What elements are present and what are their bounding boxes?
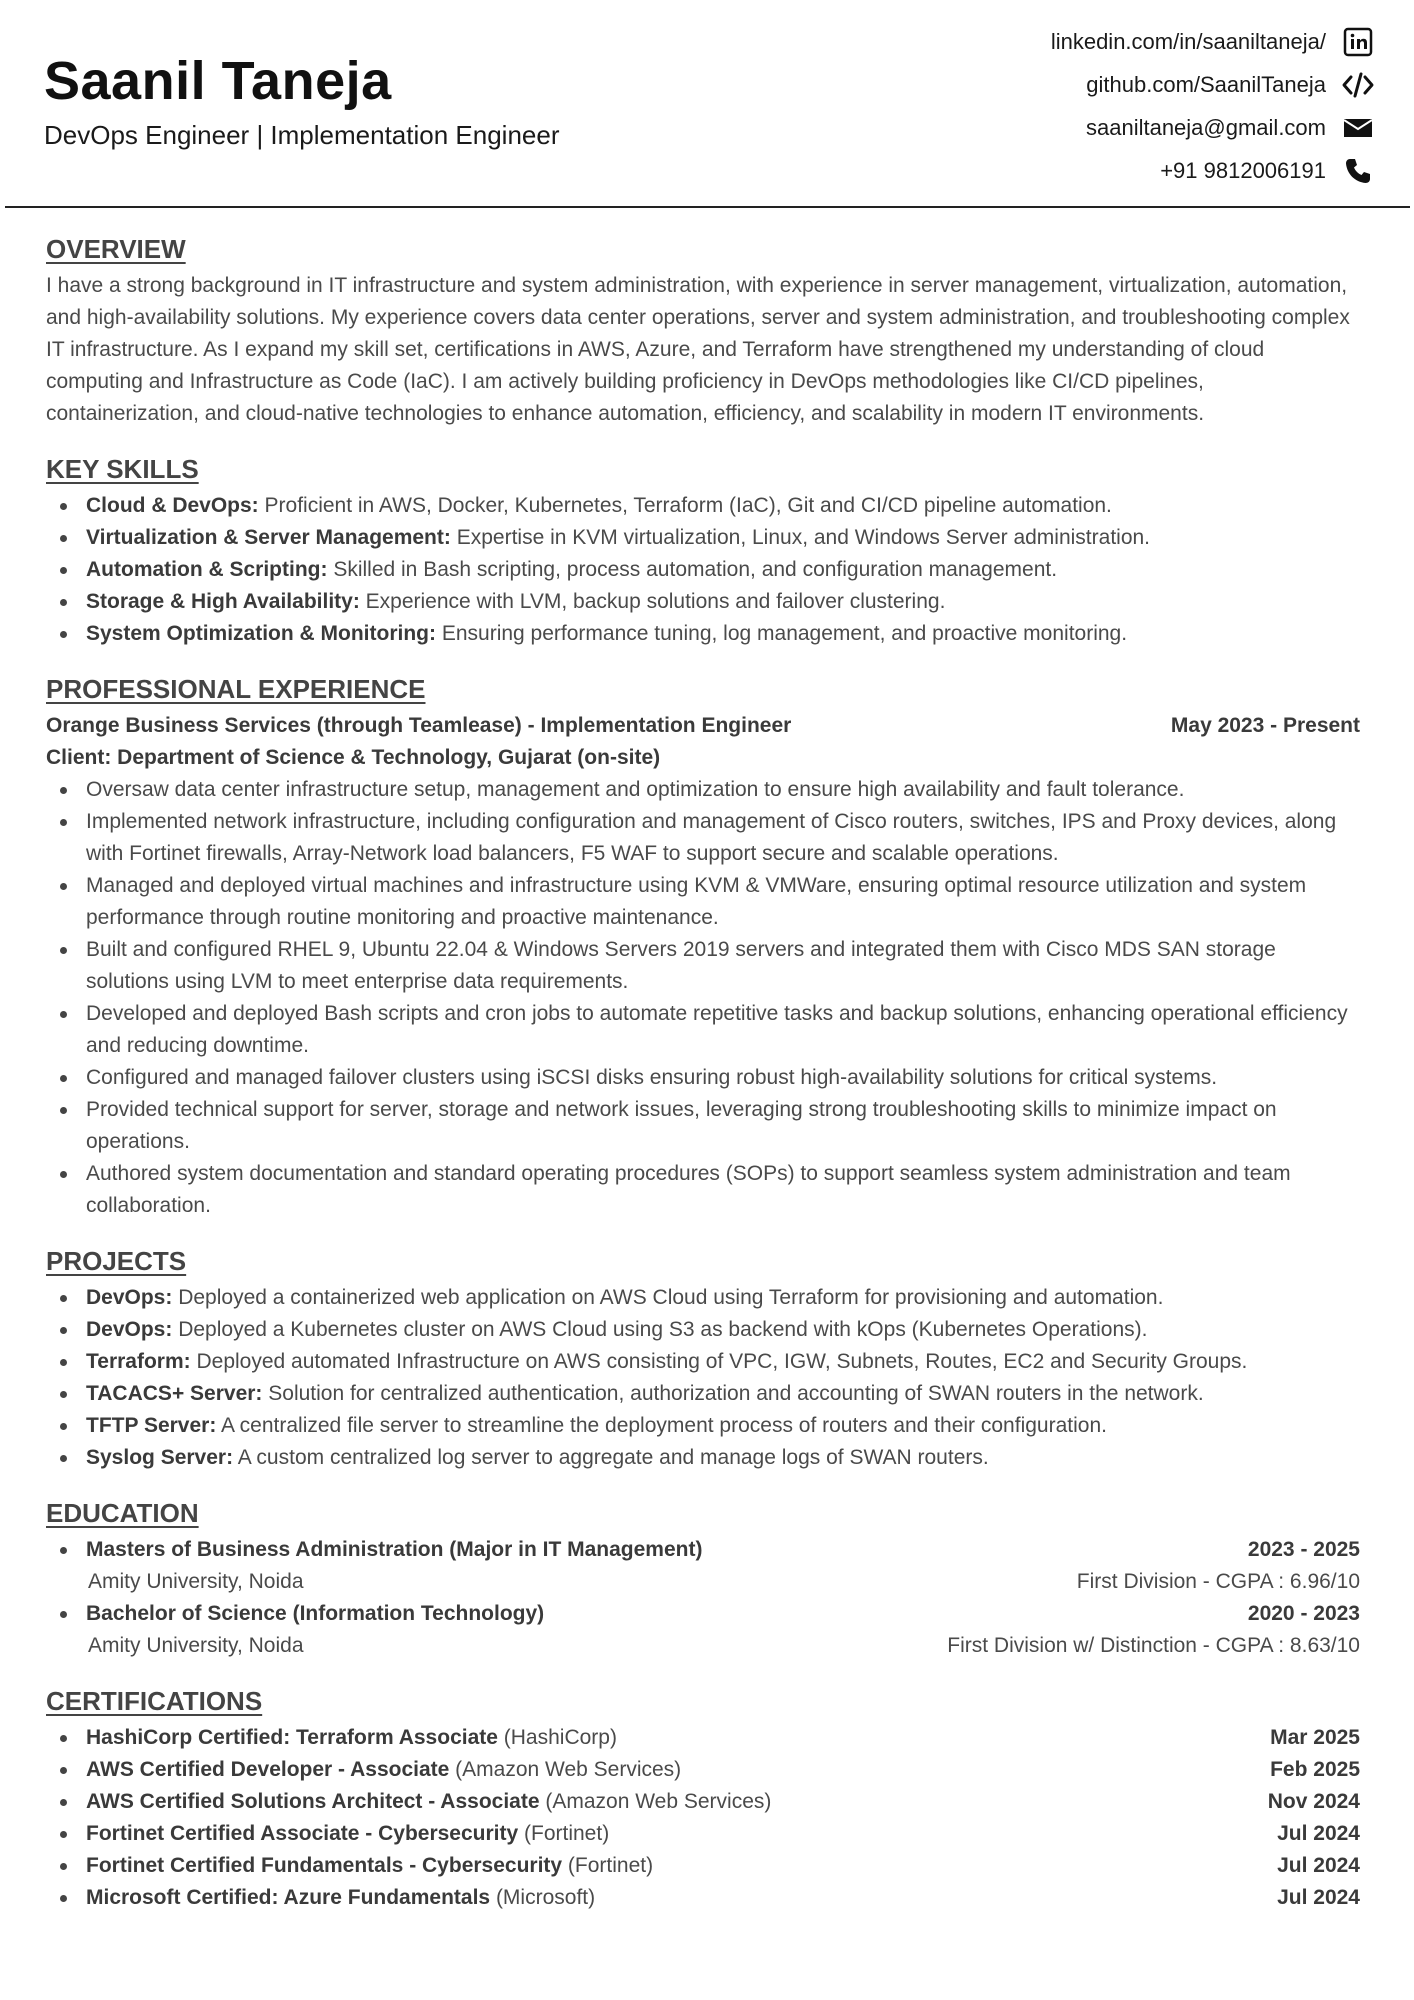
code-icon bbox=[1342, 69, 1374, 101]
list-item: Fortinet Certified Fundamentals - Cybersecurity (Fortinet) Jul 2024 bbox=[46, 1850, 1360, 1882]
header-divider bbox=[5, 206, 1410, 208]
list-item: AWS Certified Solutions Architect - Associate (Amazon Web Services) Nov 2024 bbox=[46, 1786, 1360, 1818]
list-item bbox=[46, 1534, 1360, 1598]
degree-grade: First Division w/ Distinction - CGPA : 8.63/10 bbox=[947, 1634, 1360, 1657]
list-item: Managed and deployed virtual machines and infrastructure using KVM & VMWare, ensuring optimal resource utilization and system performance through routine monitoring and proactive maintenance. bbox=[46, 870, 1360, 934]
contact-github[interactable] bbox=[774, 63, 1374, 106]
list-item: Authored system documentation and standard operating procedures (SOPs) to support seamless system administration and team collaboration. bbox=[46, 1158, 1360, 1222]
skills-section bbox=[46, 452, 1360, 650]
job-client-row bbox=[46, 742, 1360, 774]
skills-heading: KEY SKILLS bbox=[46, 454, 199, 484]
degree-years: 2023 - 2025 bbox=[1247, 1538, 1360, 1561]
list-item: HashiCorp Certified: Terraform Associate (HashiCorp) Mar 2025 bbox=[46, 1722, 1360, 1754]
list-item: DevOps: Deployed a containerized web application on AWS Cloud using Terraform for provisioning and automation. bbox=[46, 1282, 1360, 1314]
cert-date: Jul 2024 bbox=[1277, 1886, 1360, 1909]
degree-name: Masters of Business Administration (Major in IT Management) bbox=[86, 1538, 703, 1561]
cert-date: Mar 2025 bbox=[1270, 1726, 1360, 1749]
list-item: Implemented network infrastructure, including configuration and management of Cisco routers, switches, IPS and Proxy devices, along with Fortinet firewalls, Array-Network load balancers, F5 WAF to support secure and scalable operations. bbox=[46, 806, 1360, 870]
phone-icon bbox=[1342, 155, 1374, 187]
degree-name: Bachelor of Science (Information Technology) bbox=[86, 1602, 545, 1625]
list-item: Provided technical support for server, storage and network issues, leveraging strong troubleshooting skills to minimize impact on operations. bbox=[46, 1094, 1360, 1158]
list-item: Syslog Server: A custom centralized log server to aggregate and manage logs of SWAN routers. bbox=[46, 1442, 1360, 1474]
job-dates: May 2023 - Present bbox=[1170, 714, 1360, 737]
education-list bbox=[46, 1534, 1360, 1662]
resume-body bbox=[46, 232, 1360, 1936]
github-link[interactable]: github.com/SaanilTaneja bbox=[1086, 71, 1326, 97]
job-role: Orange Business Services (through Teamlease) - Implementation Engineer bbox=[46, 714, 792, 737]
experience-heading: PROFESSIONAL EXPERIENCE bbox=[46, 674, 426, 704]
certifications-section bbox=[46, 1684, 1360, 1914]
list-item: Fortinet Certified Associate - Cybersecurity (Fortinet) Jul 2024 bbox=[46, 1818, 1360, 1850]
certifications-list bbox=[46, 1722, 1360, 1914]
list-item: System Optimization & Monitoring: Ensuring performance tuning, log management, and proactive monitoring. bbox=[46, 618, 1360, 650]
experience-section bbox=[46, 672, 1360, 1222]
cert-date: Nov 2024 bbox=[1267, 1790, 1360, 1813]
list-item: TFTP Server: A centralized file server to streamline the deployment process of routers and their configuration. bbox=[46, 1410, 1360, 1442]
job-header bbox=[46, 710, 1360, 742]
resume-header bbox=[0, 0, 1414, 208]
job-client: Client: Department of Science & Technology, Gujarat (on-site) bbox=[46, 746, 661, 769]
candidate-name: Saanil Taneja bbox=[44, 51, 392, 111]
email-link[interactable]: saaniltaneja@gmail.com bbox=[1085, 114, 1326, 140]
list-item: AWS Certified Developer - Associate (Amazon Web Services) Feb 2025 bbox=[46, 1754, 1360, 1786]
projects-heading: PROJECTS bbox=[46, 1246, 187, 1276]
contact-linkedin[interactable] bbox=[774, 20, 1374, 63]
phone-number[interactable]: +91 9812006191 bbox=[1160, 157, 1326, 183]
list-item: Automation & Scripting: Skilled in Bash scripting, process automation, and configuration management. bbox=[46, 554, 1360, 586]
list-item: Configured and managed failover clusters using iSCSI disks ensuring robust high-availability solutions for critical systems. bbox=[46, 1062, 1360, 1094]
contact-list bbox=[774, 20, 1374, 192]
list-item: Oversaw data center infrastructure setup, management and optimization to ensure high availability and fault tolerance. bbox=[46, 774, 1360, 806]
linkedin-icon bbox=[1342, 26, 1374, 58]
candidate-title: DevOps Engineer | Implementation Engineer bbox=[44, 120, 560, 150]
list-item bbox=[46, 1598, 1360, 1662]
degree-years: 2020 - 2023 bbox=[1247, 1602, 1360, 1625]
list-item: Microsoft Certified: Azure Fundamentals (Microsoft) Jul 2024 bbox=[46, 1882, 1360, 1914]
overview-heading: OVERVIEW bbox=[46, 234, 186, 264]
linkedin-link[interactable]: linkedin.com/in/saaniltaneja/ bbox=[1050, 28, 1326, 54]
experience-bullets bbox=[46, 774, 1360, 1222]
list-item: Built and configured RHEL 9, Ubuntu 22.04 & Windows Servers 2019 servers and integrated them with Cisco MDS SAN storage solutions using LVM to meet enterprise data requirements. bbox=[46, 934, 1360, 998]
envelope-icon bbox=[1342, 112, 1374, 144]
overview-text: I have a strong background in IT infrastructure and system administration, with experience in server management, virtualization, automation, and high-availability solutions. My experience covers data center operations, server and system administration, and troubleshooting complex IT infrastructure. As I expand my skill set, certifications in AWS, Azure, and Terraform have strengthened my understanding of cloud computing and Infrastructure as Code (IaC). I am actively building proficiency in DevOps methodologies like CI/CD pipelines, containerization, and cloud-native technologies to enhance automation, efficiency, and scalability in modern IT environments. bbox=[46, 274, 1350, 425]
contact-phone[interactable] bbox=[774, 149, 1374, 192]
list-item: Virtualization & Server Management: Expertise in KVM virtualization, Linux, and Windows Server administration. bbox=[46, 522, 1360, 554]
degree-grade: First Division - CGPA : 6.96/10 bbox=[1076, 1570, 1360, 1593]
list-item: Storage & High Availability: Experience with LVM, backup solutions and failover clustering. bbox=[46, 586, 1360, 618]
education-heading: EDUCATION bbox=[46, 1498, 199, 1528]
school-name: Amity University, Noida bbox=[88, 1634, 304, 1657]
list-item: Cloud & DevOps: Proficient in AWS, Docker, Kubernetes, Terraform (IaC), Git and CI/CD pipeline automation. bbox=[46, 490, 1360, 522]
contact-email[interactable] bbox=[774, 106, 1374, 149]
projects-section bbox=[46, 1244, 1360, 1474]
overview-section bbox=[46, 232, 1360, 430]
list-item: TACACS+ Server: Solution for centralized authentication, authorization and accounting of SWAN routers in the network. bbox=[46, 1378, 1360, 1410]
list-item: Terraform: Deployed automated Infrastructure on AWS consisting of VPC, IGW, Subnets, Routes, EC2 and Security Groups. bbox=[46, 1346, 1360, 1378]
cert-date: Feb 2025 bbox=[1270, 1758, 1360, 1781]
certifications-heading: CERTIFICATIONS bbox=[46, 1686, 263, 1716]
cert-date: Jul 2024 bbox=[1277, 1822, 1360, 1845]
education-section bbox=[46, 1496, 1360, 1662]
cert-date: Jul 2024 bbox=[1277, 1854, 1360, 1877]
list-item: DevOps: Deployed a Kubernetes cluster on AWS Cloud using S3 as backend with kOps (Kubernetes Operations). bbox=[46, 1314, 1360, 1346]
school-name: Amity University, Noida bbox=[88, 1570, 304, 1593]
projects-list bbox=[46, 1282, 1360, 1474]
skills-list bbox=[46, 490, 1360, 650]
list-item: Developed and deployed Bash scripts and cron jobs to automate repetitive tasks and backup solutions, enhancing operational efficiency and reducing downtime. bbox=[46, 998, 1360, 1062]
